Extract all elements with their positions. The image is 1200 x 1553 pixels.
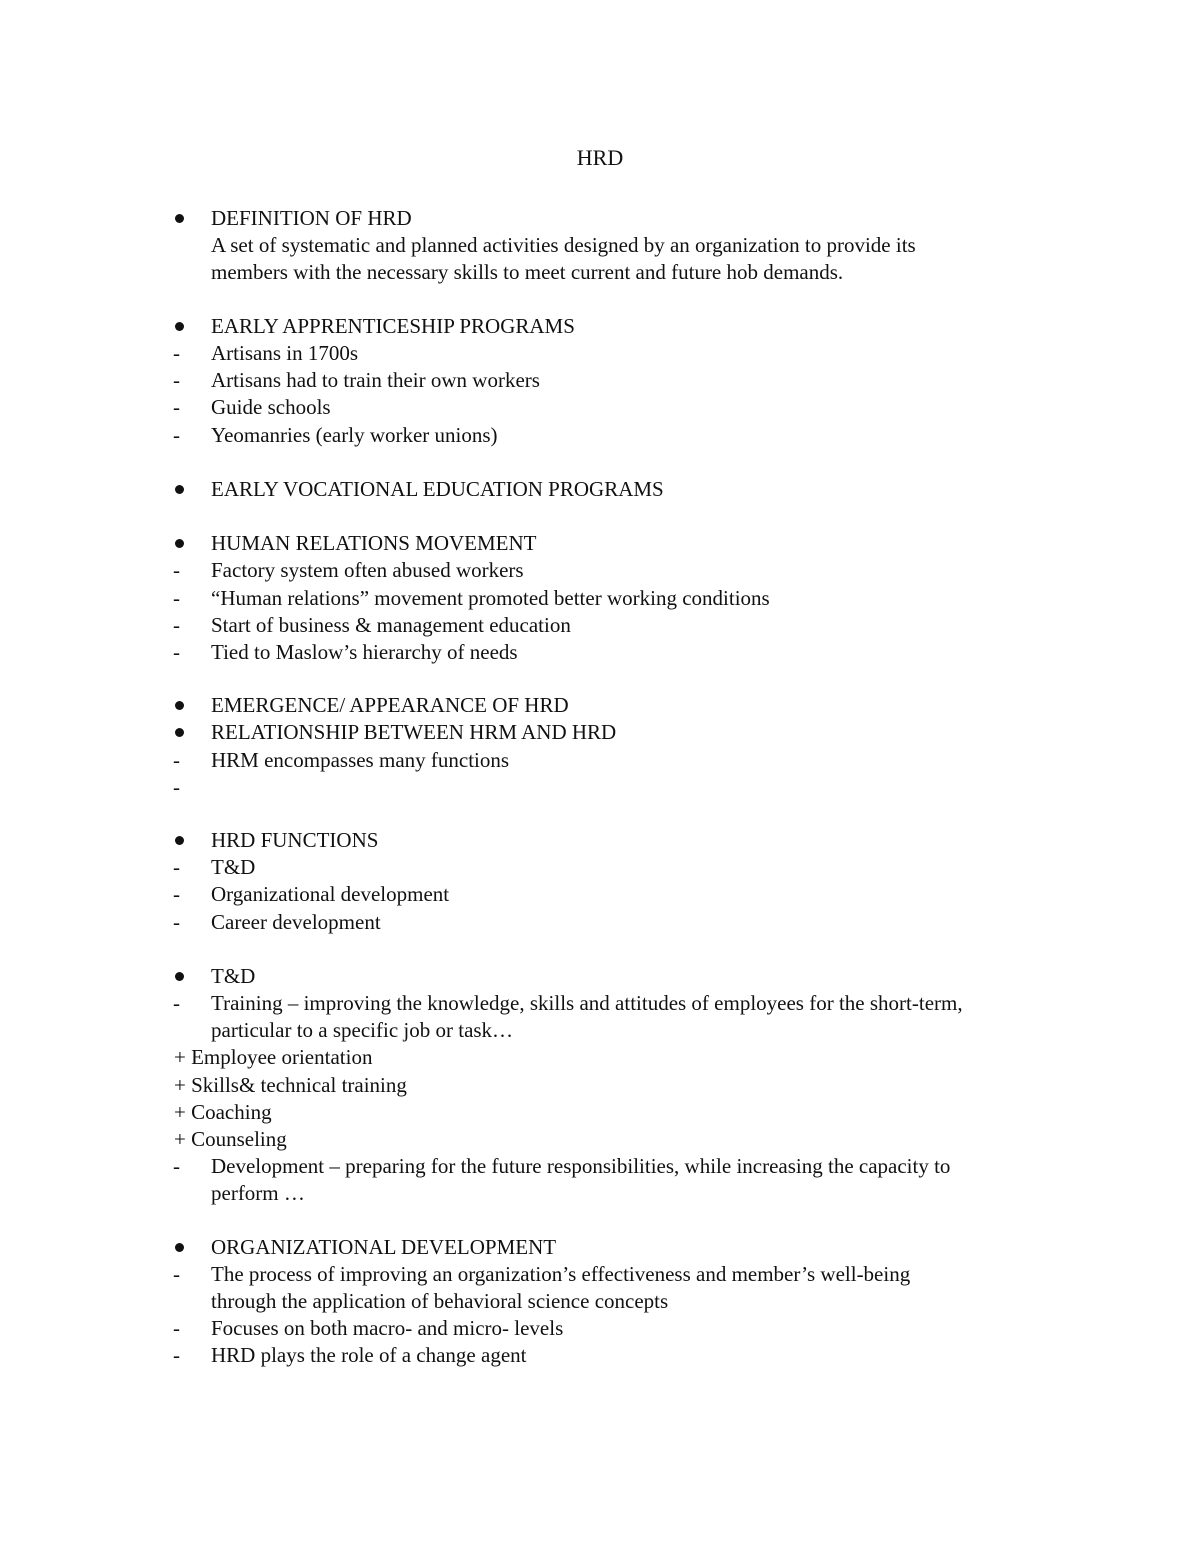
item-text: through the application of behavioral science concepts xyxy=(211,1289,669,1313)
plus-item-text: + Counseling xyxy=(174,1127,287,1151)
item-text: “Human relations” movement promoted better working conditions xyxy=(211,586,770,610)
bullet-icon xyxy=(175,1243,184,1252)
dash-marker: - xyxy=(173,775,180,799)
heading-text: HUMAN RELATIONS MOVEMENT xyxy=(211,531,537,555)
heading-text: RELATIONSHIP BETWEEN HRM AND HRD xyxy=(211,720,617,744)
item-text: Development – preparing for the future responsibilities, while increasing the capacity to xyxy=(211,1154,951,1178)
dash-marker: - xyxy=(173,395,180,419)
bullet-icon xyxy=(175,485,184,494)
dash-marker: - xyxy=(173,1343,180,1367)
heading-text: EARLY APPRENTICESHIP PROGRAMS xyxy=(211,314,575,338)
bullet-icon xyxy=(175,539,184,548)
item-text: Career development xyxy=(211,910,381,934)
item-text: Factory system often abused workers xyxy=(211,558,524,582)
item-text: Start of business & management education xyxy=(211,613,571,637)
item-text: The process of improving an organization’s effectiveness and member’s well-being xyxy=(211,1262,911,1286)
item-text: Training – improving the knowledge, skills and attitudes of employees for the short-term, xyxy=(211,991,963,1015)
dash-marker: - xyxy=(173,1154,180,1178)
dash-marker: - xyxy=(173,855,180,879)
dash-marker: - xyxy=(173,558,180,582)
dash-marker: - xyxy=(173,423,180,447)
item-text: HRM encompasses many functions xyxy=(211,748,510,772)
dash-marker: - xyxy=(173,748,180,772)
item-text: T&D xyxy=(211,855,256,879)
heading-text: T&D xyxy=(211,964,256,988)
plus-item-text: + Coaching xyxy=(174,1100,272,1124)
heading-text: EARLY VOCATIONAL EDUCATION PROGRAMS xyxy=(211,477,664,501)
plus-item-text: + Employee orientation xyxy=(174,1045,373,1069)
item-text: Guide schools xyxy=(211,395,331,419)
item-text: Yeomanries (early worker unions) xyxy=(211,423,498,447)
item-text: Focuses on both macro- and micro- levels xyxy=(211,1316,564,1340)
bullet-icon xyxy=(175,836,184,845)
item-text: particular to a specific job or task… xyxy=(211,1018,514,1042)
dash-marker: - xyxy=(173,910,180,934)
heading-text: ORGANIZATIONAL DEVELOPMENT xyxy=(211,1235,557,1259)
paragraph-text: members with the necessary skills to meet current and future hob demands. xyxy=(211,260,844,284)
item-text: perform … xyxy=(211,1181,305,1205)
dash-marker: - xyxy=(173,341,180,365)
bullet-icon xyxy=(175,701,184,710)
bullet-icon xyxy=(175,214,184,223)
bullet-icon xyxy=(175,972,184,981)
bullet-icon xyxy=(175,322,184,331)
document-title: HRD xyxy=(576,145,624,170)
dash-marker: - xyxy=(173,613,180,637)
bullet-icon xyxy=(175,728,184,737)
heading-text: DEFINITION OF HRD xyxy=(211,206,412,230)
paragraph-text: A set of systematic and planned activities designed by an organization to provide its xyxy=(211,233,916,257)
heading-text: HRD FUNCTIONS xyxy=(211,828,379,852)
item-text: Organizational development xyxy=(211,882,450,906)
item-text: HRD plays the role of a change agent xyxy=(211,1343,527,1367)
item-text: Artisans had to train their own workers xyxy=(211,368,540,392)
item-text: Tied to Maslow’s hierarchy of needs xyxy=(211,640,518,664)
plus-item-text: + Skills& technical training xyxy=(174,1073,407,1097)
dash-marker: - xyxy=(173,368,180,392)
heading-text: EMERGENCE/ APPEARANCE OF HRD xyxy=(211,693,569,717)
dash-marker: - xyxy=(173,1262,180,1286)
dash-marker: - xyxy=(173,991,180,1015)
item-text: Artisans in 1700s xyxy=(211,341,358,365)
dash-marker: - xyxy=(173,640,180,664)
dash-marker: - xyxy=(173,1316,180,1340)
dash-marker: - xyxy=(173,586,180,610)
dash-marker: - xyxy=(173,882,180,906)
